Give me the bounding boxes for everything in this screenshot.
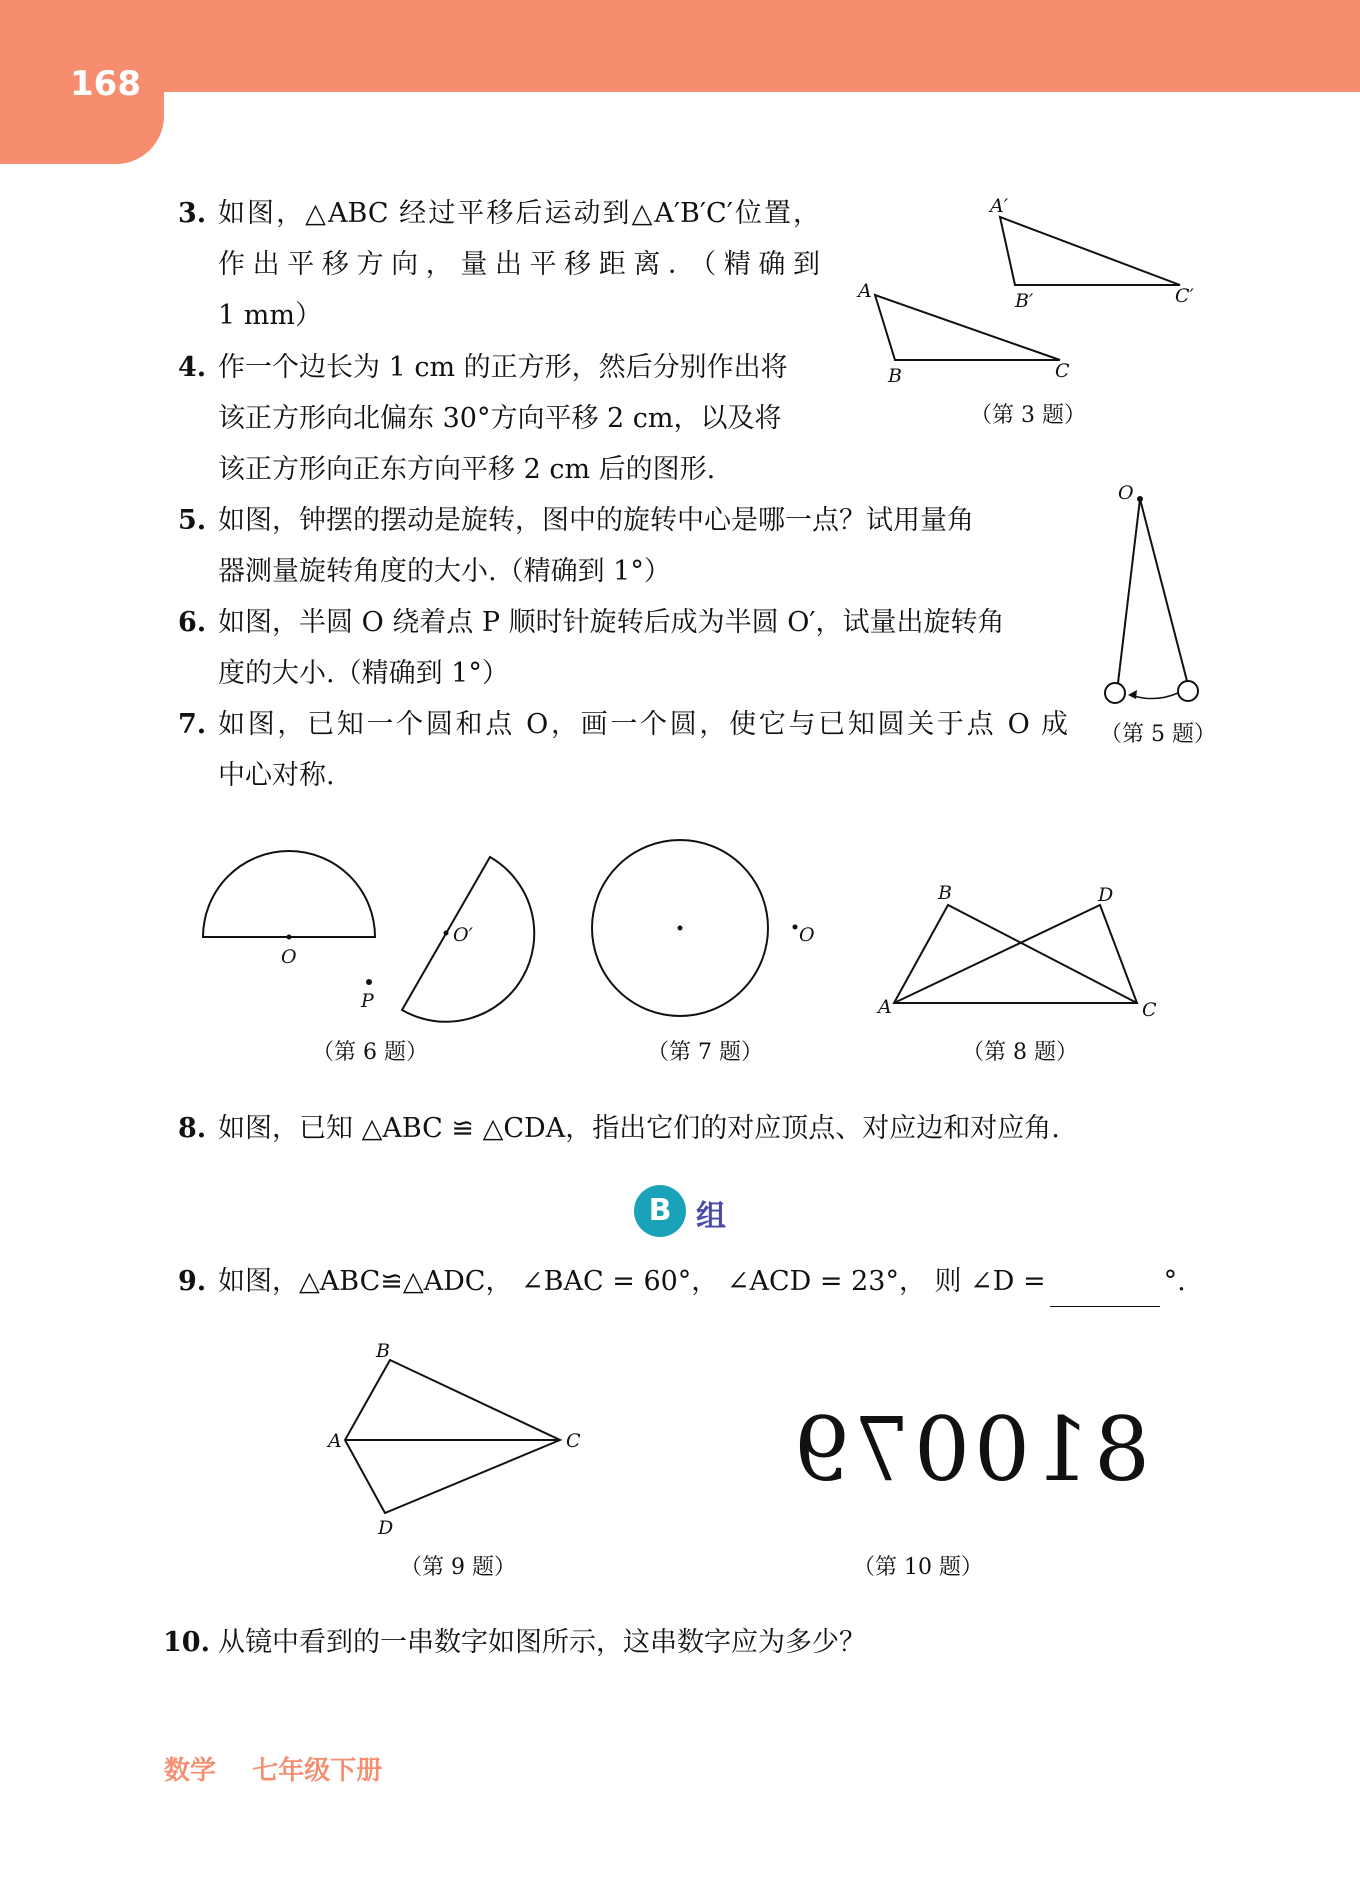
question-text-line: 如图，△ABC 经过平移后运动到△A′B′C′位置， <box>218 198 820 229</box>
figure-7 <box>585 835 835 1020</box>
question-text-line: 作一个边长为 1 cm 的正方形，然后分别作出将 <box>218 352 788 383</box>
figure-5-caption: （第 5 题） <box>1100 722 1216 747</box>
question-number: 6. <box>178 607 207 638</box>
swing-arc <box>1130 693 1178 699</box>
point-o <box>793 925 798 930</box>
question-text-line: 中心对称. <box>218 760 335 791</box>
triangle-abc <box>894 905 1137 1003</box>
label-c: C <box>1142 999 1157 1021</box>
figure-7-caption: （第 7 题） <box>647 1040 763 1065</box>
label-b: B <box>888 365 902 387</box>
label-b: B <box>376 1340 390 1362</box>
label-b: B <box>938 882 952 904</box>
group-badge: B <box>634 1185 686 1237</box>
label-c1: C′ <box>1175 285 1194 307</box>
mirrored-digits: 810079 <box>790 1398 1150 1501</box>
center-o-prime <box>444 931 449 936</box>
label-a: A <box>858 280 872 302</box>
question-text-line: 如图，已知一个圆和点 O，画一个圆，使它与已知圆关于点 O 成 <box>218 709 1068 740</box>
triangle-a1b1c1 <box>1000 217 1180 285</box>
question-number: 9. <box>178 1266 207 1297</box>
question-text-line: 该正方形向北偏东 30°方向平移 2 cm，以及将 <box>218 403 782 434</box>
question-number: 7. <box>178 709 207 740</box>
pendulum-bob-right <box>1178 681 1198 701</box>
question-number: 4. <box>178 352 207 383</box>
question-number: 10. <box>163 1627 210 1658</box>
label-c: C <box>1055 360 1070 382</box>
label-o: O <box>1118 482 1134 504</box>
label-a: A <box>328 1430 342 1452</box>
label-o-prime: O′ <box>453 924 473 946</box>
label-a: A <box>878 996 892 1018</box>
question-text-line: 该正方形向正东方向平移 2 cm 后的图形. <box>218 454 716 485</box>
figure-6-caption: （第 6 题） <box>312 1040 428 1065</box>
figure-9-caption: （第 9 题） <box>400 1555 516 1580</box>
center-o <box>287 935 292 940</box>
label-p: P <box>361 990 374 1012</box>
figure-8 <box>870 882 1170 1025</box>
circle-center <box>678 926 683 931</box>
figure-9 <box>320 1340 600 1540</box>
question-text-line: 器测量旋转角度的大小.（精确到 1°） <box>218 556 671 587</box>
question-text: 如图，△ABC≌△ADC， ∠BAC = 60°， ∠ACD = 23°， 则 ∠D = <box>218 1266 1046 1297</box>
figure-6 <box>195 845 555 1025</box>
question-number: 5. <box>178 505 207 536</box>
page-number: 168 <box>70 64 141 104</box>
triangle-cda <box>894 905 1137 1003</box>
question-text-line: 作出平移方向，量出平移距离．（精确到 <box>218 249 820 280</box>
label-o: O <box>281 946 297 968</box>
semicircle-o <box>203 851 375 937</box>
arrow-head <box>1128 690 1137 699</box>
figure-8-caption: （第 8 题） <box>962 1040 1078 1065</box>
answer-blank[interactable] <box>1050 1276 1160 1307</box>
question-text-line: 如图，半圆 O 绕着点 P 顺时针旋转后成为半圆 O′，试量出旋转角 <box>218 607 1005 638</box>
pendulum-bob-left <box>1105 683 1125 703</box>
label-d: D <box>378 1517 394 1539</box>
label-b1: B′ <box>1015 290 1034 312</box>
label-c: C <box>566 1430 581 1452</box>
question-number: 3. <box>178 198 207 229</box>
pendulum-string-left <box>1118 499 1140 683</box>
question-text-line: 度的大小.（精确到 1°） <box>218 658 509 689</box>
pendulum-string-right <box>1140 499 1187 681</box>
question-text: 如图，已知 △ABC ≌ △CDA，指出它们的对应顶点、对应边和对应角. <box>218 1113 1060 1144</box>
point-p <box>366 979 372 985</box>
group-b-heading <box>634 1185 784 1237</box>
group-word: 组 <box>696 1199 726 1234</box>
question-text-line: 如图，钟摆的摆动是旋转，图中的旋转中心是哪一点？试用量角 <box>218 505 974 536</box>
question-text-suffix: °. <box>1163 1266 1186 1297</box>
question-number: 8. <box>178 1113 207 1144</box>
figure-3-caption: （第 3 题） <box>970 403 1086 428</box>
footer-book-title: 数学 七年级下册 <box>164 1756 383 1786</box>
header-bar <box>0 0 1360 92</box>
label-o: O <box>799 924 815 946</box>
label-a1: A′ <box>990 195 1009 217</box>
question-text-line: 1 mm） <box>218 300 322 331</box>
quadrilateral-abcd <box>345 1360 560 1513</box>
question-text: 从镜中看到的一串数字如图所示，这串数字应为多少？ <box>218 1627 866 1658</box>
label-d: D <box>1098 884 1114 906</box>
figure-5 <box>1100 482 1220 705</box>
figure-10-caption: （第 10 题） <box>853 1555 983 1580</box>
